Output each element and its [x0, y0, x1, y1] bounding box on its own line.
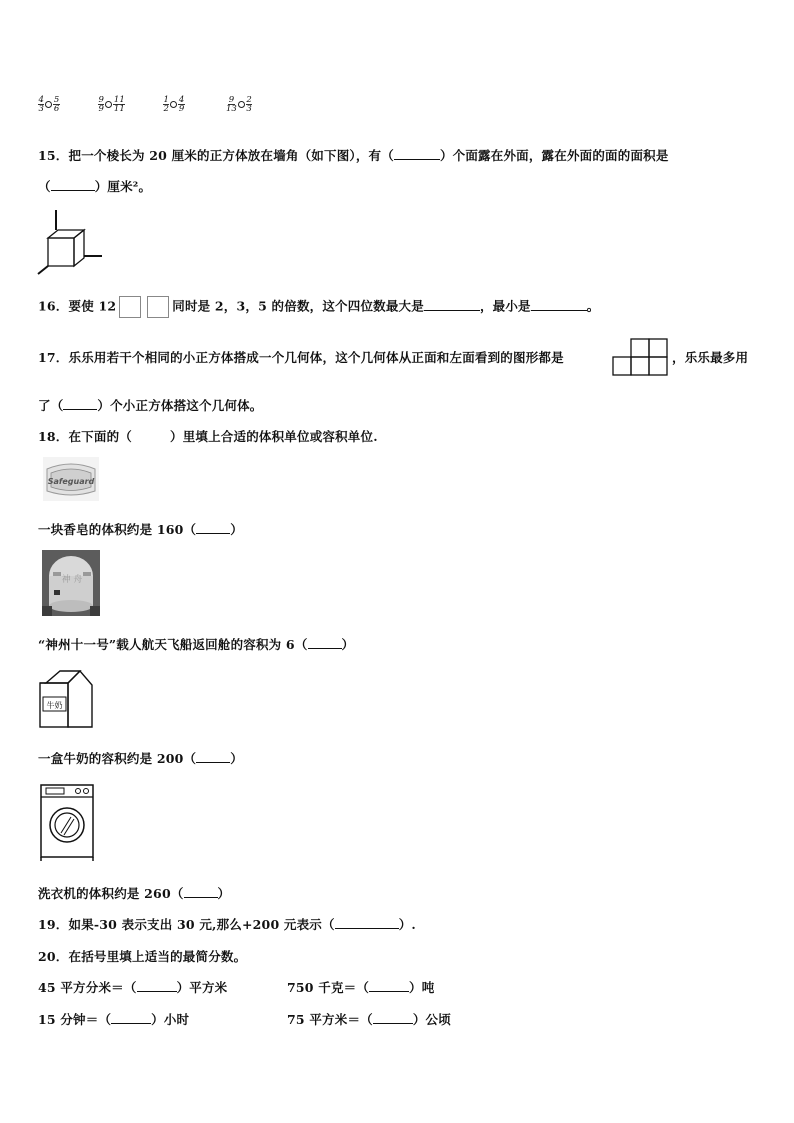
answer-blank[interactable]	[111, 1013, 151, 1024]
q20-item-3: 15 分钟＝（ ）小时	[38, 1012, 190, 1027]
answer-blank[interactable]	[335, 918, 399, 929]
q15-line1: 15．把一个棱长为 20 厘米的正方体放在墙角（如下图），有（ ）个面露在外面，露在外面的面的面积是	[38, 148, 669, 163]
q17-line1: 17．乐乐用若干个相同的小正方体搭成一个几何体，这个几何体从正面和左面看到的图形都是	[38, 350, 564, 365]
q20-item-2: 750 千克＝（ ）吨	[287, 980, 435, 995]
q16: 16．要使 12 同时是 2，3，5 的倍数，这个四位数最大是 ，最小是 。	[38, 296, 599, 318]
answer-blank[interactable]	[184, 887, 218, 898]
answer-blank[interactable]	[51, 180, 95, 191]
q20-item-1: 45 平方分米＝（ ）平方米	[38, 980, 228, 995]
q19: 19．如果-30 表示支出 30 元,那么+200 元表示（ ）.	[38, 917, 416, 932]
comparison-4	[226, 96, 252, 113]
view-shape-figure	[612, 338, 670, 376]
q18-item-capsule: “神州十一号”载人航天飞船返回舱的容积为 6（ ）	[38, 637, 355, 652]
q20-title: 20．在括号里填上适当的最简分数。	[38, 949, 247, 964]
answer-blank[interactable]	[196, 752, 230, 763]
answer-blank[interactable]	[394, 149, 440, 160]
space-capsule-image	[42, 550, 100, 616]
q18-item-washer: 洗衣机的体积约是 260（ ）	[38, 886, 231, 901]
cube-in-corner-figure	[36, 208, 106, 276]
milk-label-text: 牛奶	[46, 701, 63, 710]
fraction: $\frac{9}{13}$	[226, 95, 237, 114]
fraction: $\frac{5}{6}$	[53, 95, 60, 114]
fraction: $\frac{11}{11}$	[113, 95, 125, 114]
q17-line2: 了（ ）个小正方体搭这个几何体。	[38, 398, 263, 413]
compare-circle[interactable]	[238, 101, 245, 108]
compare-circle[interactable]	[45, 101, 52, 108]
fraction: $\frac{4}{3}$	[38, 95, 44, 114]
comparison-1	[38, 96, 60, 113]
answer-blank[interactable]	[196, 523, 230, 534]
fraction: $\frac{2}{3}$	[246, 95, 252, 114]
soap-brand-text: Safeguard	[47, 477, 95, 486]
answer-blank[interactable]	[308, 638, 342, 649]
q20-item-4: 75 平方米＝（ ）公顷	[287, 1012, 451, 1027]
q18-title: 18．在下面的（ ）里填上合适的体积单位或容积单位.	[38, 429, 378, 444]
milk-carton-image	[38, 669, 96, 731]
answer-blank[interactable]	[369, 981, 409, 992]
fraction: $\frac{9}{9}$	[98, 95, 104, 114]
digit-box[interactable]	[119, 296, 141, 318]
q17-line1-end: ，乐乐最多用	[672, 350, 749, 365]
answer-blank[interactable]	[63, 399, 97, 410]
answer-blank[interactable]	[424, 300, 480, 311]
compare-circle[interactable]	[105, 101, 112, 108]
washing-machine-image	[38, 783, 96, 861]
q15-line2: （ ）厘米²。	[38, 179, 152, 194]
fraction: $\frac{4}{9}$	[178, 95, 185, 114]
comparison-3	[163, 96, 185, 113]
soap-image	[43, 457, 99, 501]
answer-blank[interactable]	[137, 981, 177, 992]
fraction: $\frac{1}{2}$	[163, 95, 169, 114]
q18-item-soap: 一块香皂的体积约是 160（ ）	[38, 522, 243, 537]
q18-item-milk: 一盒牛奶的容积约是 200（ ）	[38, 751, 243, 766]
answer-blank[interactable]	[531, 300, 587, 311]
answer-blank[interactable]	[373, 1013, 413, 1024]
comparison-2	[98, 96, 125, 113]
digit-box[interactable]	[147, 296, 169, 318]
compare-circle[interactable]	[170, 101, 177, 108]
capsule-text: 神 舟	[61, 575, 83, 585]
